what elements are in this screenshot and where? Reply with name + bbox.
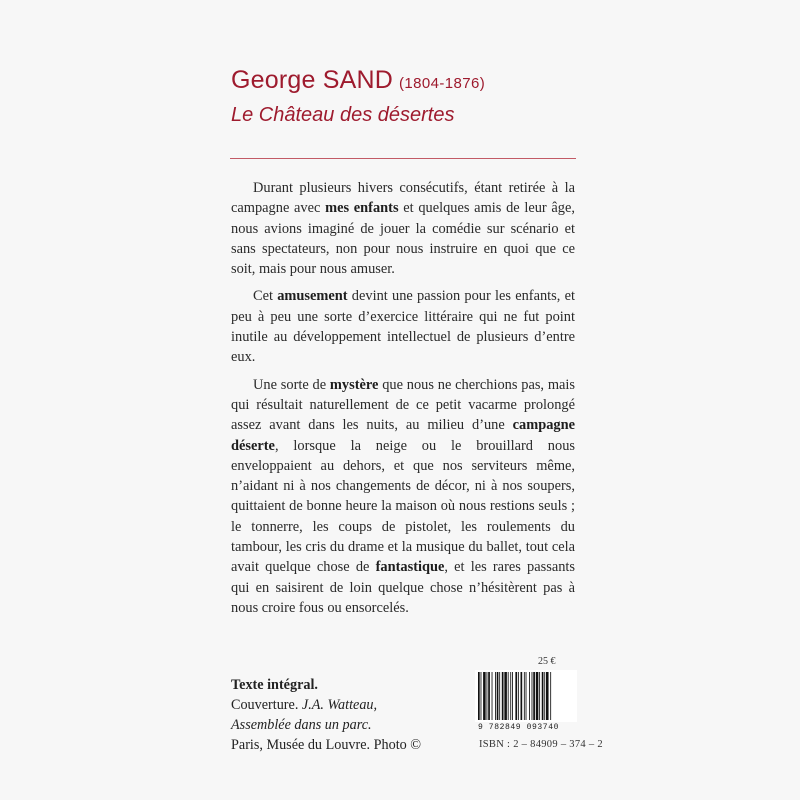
- emphasis-text: mes enfants: [325, 200, 399, 217]
- cover-label: Couverture.: [231, 697, 299, 713]
- emphasis-text: fantastique: [375, 559, 445, 576]
- price-label: 25 €: [538, 656, 556, 667]
- author-line: [231, 66, 485, 95]
- barcode-image: [475, 670, 577, 722]
- paragraph-text: et quelques amis de leur âge, nous avions imaginé de jouer la comédie sur scénario et sans spectateurs, non pour nous instruire en quoi que ce soit, mais pour nous amuser.: [231, 200, 575, 278]
- emphasis-text: amusement: [277, 288, 348, 305]
- emphasis-text: mystère: [329, 376, 379, 393]
- paragraph-text: que nous ne cherchions pas, mais qui résultait naturellement de ce petit vacarme prolongé assez avant dans les nuits, au milieu d’une: [231, 376, 575, 434]
- blurb-paragraph: [231, 178, 575, 279]
- paragraph-text: Une sorte de: [253, 376, 330, 393]
- edition-credits: [231, 675, 471, 755]
- book-title: Le Château des désertes: [231, 104, 455, 126]
- emphasis-text: campagne déserte: [231, 417, 575, 454]
- paragraph-text: , et les rares passants qui en saisirent de loin quelque chose n’hésitèrent pas à nous croire fous ou ensorcelés.: [231, 559, 575, 616]
- title-divider: [230, 158, 576, 159]
- paragraph-text: Durant plusieurs hivers consécutifs, étant retirée à la campagne avec: [231, 180, 575, 217]
- cover-work: Assemblée dans un parc.: [231, 717, 372, 733]
- cover-credit-line: [231, 695, 471, 715]
- blurb-paragraph: [231, 286, 575, 367]
- cover-source: Paris, Musée du Louvre. Photo ©: [231, 737, 422, 753]
- author-dates: (1804-1876): [399, 75, 486, 92]
- cover-artist: J.A. Watteau,: [301, 697, 378, 713]
- paragraph-text: devint une passion pour les enfants, et peu à peu une sorte d’exercice littéraire qui ne fut point inutile au développement intellectuel de plusieurs d’entre eux.: [231, 288, 575, 366]
- paragraph-text: Cet: [253, 288, 278, 305]
- blurb-text: [231, 178, 575, 625]
- author-name: George SAND: [231, 66, 393, 94]
- blurb-paragraph: [231, 375, 575, 619]
- edition-label: Texte intégral.: [231, 677, 318, 693]
- isbn-label: ISBN : 2 – 84909 – 374 – 2: [479, 739, 603, 750]
- barcode-digits: 9 782849 093740: [478, 723, 560, 732]
- paragraph-text: , lorsque la neige ou le brouillard nous enveloppaient au dehors, et que nos serviteurs même, n’aidant ni à nos changements de décor, ni à nos soupers, quittaient de bonne heure la maison où nous restions seuls ; le tonnerre, les coups de pistolet, les roulements du tambour, les cris du drame et la musique du ballet, tout cela avait quelque chose de: [231, 437, 575, 576]
